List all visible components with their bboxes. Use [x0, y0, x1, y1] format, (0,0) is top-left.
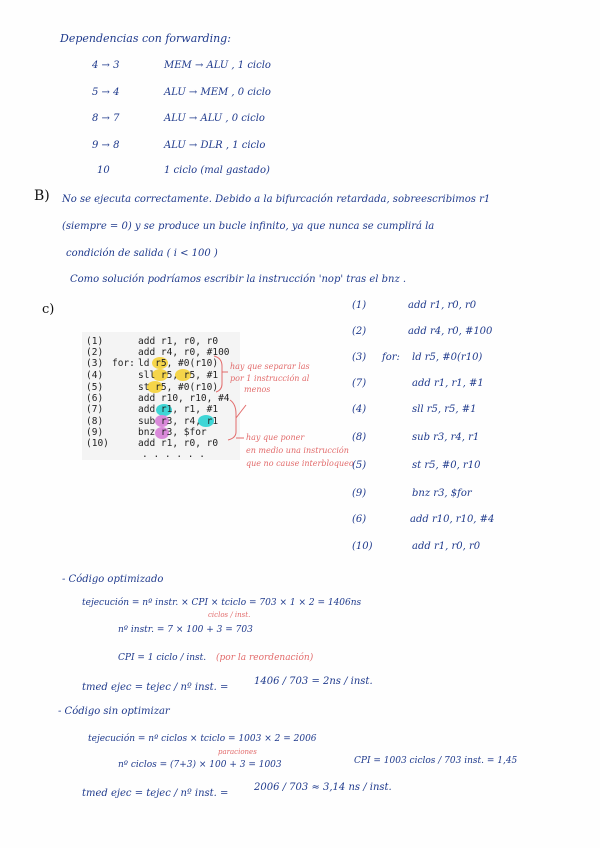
- bracket-r5: [214, 356, 222, 392]
- dep-pair: 9 → 8: [92, 140, 120, 151]
- dep-desc: MEM → ALU , 1 ciclo: [164, 60, 271, 71]
- reorder-text: sll r5, r5, #1: [412, 404, 477, 415]
- noopt-line-3b: 2006 / 703 ≈ 3,14 ns / inst.: [254, 782, 392, 793]
- reorder-label: for:: [382, 352, 400, 363]
- reorder-num: (6): [352, 514, 367, 525]
- noopt-line-1: tejecución = nº ciclos × tciclo = 1003 × 2 = 2006: [88, 734, 317, 744]
- code-line-num: (9): [86, 427, 104, 438]
- code-line-num: (7): [86, 404, 104, 415]
- code-line-text: add r4, r0, #100: [138, 347, 230, 358]
- note-nop-3: que no cause interbloqueo: [246, 459, 354, 468]
- code-line-text: ld r5, #0(r10): [138, 358, 219, 369]
- opt-line-4a: tmed ejec = tejec / nº inst. =: [82, 682, 229, 693]
- code-ellipsis: . . . . . .: [142, 449, 205, 460]
- reorder-num: (2): [352, 326, 367, 337]
- reorder-num: (3): [352, 352, 367, 363]
- noopt-line-3a: tmed ejec = tejec / nº inst. =: [82, 788, 229, 799]
- code-line-num: (2): [86, 347, 104, 358]
- code-line-text: sub r3, r4, r1: [138, 416, 219, 427]
- code-line-text: st r5, #0(r10): [138, 382, 219, 393]
- noopt-line-2: nº ciclos = (7+3) × 100 + 3 = 1003: [118, 760, 282, 770]
- code-line-num: (4): [86, 370, 104, 381]
- opt-title: - Código optimizado: [62, 574, 164, 585]
- b-line-1: No se ejecuta correctamente. Debido a la bifurcación retardada, sobreescribimos r1: [62, 194, 491, 205]
- code-line-num: (8): [86, 416, 104, 427]
- code-line-num: (10): [86, 438, 109, 449]
- dep-desc: ALU → ALU , 0 ciclo: [164, 113, 265, 124]
- dep-pair: 8 → 7: [92, 113, 120, 124]
- noopt-title: - Código sin optimizar: [58, 706, 170, 717]
- dep-desc: ALU → MEM , 0 ciclo: [164, 87, 271, 98]
- noopt-cpi: CPI = 1003 ciclos / 703 inst. = 1,45: [354, 756, 518, 766]
- section-c-marker: c): [42, 302, 55, 317]
- code-line-text: add r1, r1, #1: [138, 404, 219, 415]
- reorder-text: add r4, r0, #100: [408, 326, 493, 337]
- reorder-text: bnz r3, $for: [412, 488, 472, 499]
- noopt-line-2-note: paraciones: [218, 748, 257, 756]
- code-line-text: add r1, r0, r0: [138, 336, 219, 347]
- reorder-text: add r1, r1, #1: [412, 378, 484, 389]
- reorder-text: add r1, r0, r0: [412, 541, 481, 552]
- code-line-num: (1): [86, 336, 104, 347]
- dep-pair: 5 → 4: [92, 87, 120, 98]
- reorder-num: (9): [352, 488, 367, 499]
- opt-line-3: CPI = 1 ciclo / inst.: [118, 653, 207, 663]
- dep-desc: 1 ciclo (mal gastado): [164, 165, 270, 176]
- reorder-num: (8): [352, 432, 367, 443]
- deps-title: Dependencias con forwarding:: [60, 32, 231, 45]
- b-line-2: (siempre = 0) y se produce un bucle infinito, ya que nunca se cumplirá la: [62, 221, 435, 232]
- reorder-num: (5): [352, 460, 367, 471]
- code-line-text: sll r5, r5, #1: [138, 370, 219, 381]
- code-line-num: (3): [86, 358, 104, 369]
- reorder-num: (1): [352, 300, 367, 311]
- section-b-marker: B): [34, 188, 50, 204]
- note-nop-1: hay que poner: [246, 433, 305, 442]
- b-line-3: condición de salida ( i < 100 ): [66, 248, 218, 259]
- reorder-num: (4): [352, 404, 367, 415]
- dep-pair: 10: [97, 165, 110, 176]
- reorder-text: add r10, r10, #4: [410, 514, 495, 525]
- dep-pair: 4 → 3: [92, 60, 120, 71]
- code-line-num: (5): [86, 382, 104, 393]
- note-separate-3: menos: [244, 385, 271, 394]
- opt-line-1-note: ciclos / inst.: [208, 611, 251, 619]
- reorder-text: ld r5, #0(r10): [412, 352, 483, 363]
- code-line-text: add r1, r0, r0: [138, 438, 219, 449]
- bracket-r1: [228, 400, 236, 440]
- b-line-4: Como solución podríamos escribir la instrucción 'nop' tras el bnz .: [70, 274, 407, 285]
- reorder-num: (7): [352, 378, 367, 389]
- reorder-text: sub r3, r4, r1: [412, 432, 480, 443]
- code-line-text: add r10, r10, #4: [138, 393, 230, 404]
- reorder-num: (10): [352, 541, 373, 552]
- opt-line-2: nº instr. = 7 × 100 + 3 = 703: [118, 625, 253, 635]
- opt-line-3-note: (por la reordenación): [216, 653, 314, 663]
- code-line-label: for:: [112, 358, 135, 369]
- reorder-text: add r1, r0, r0: [408, 300, 477, 311]
- reorder-text: st r5, #0, r10: [412, 460, 481, 471]
- opt-line-4b: 1406 / 703 = 2ns / inst.: [254, 676, 373, 687]
- arrow-r1: [236, 405, 246, 418]
- opt-line-1: tejecución = nº instr. × CPI × tciclo = 703 × 1 × 2 = 1406ns: [82, 598, 362, 608]
- code-line-text: bnz r3, $for: [138, 427, 207, 438]
- dep-desc: ALU → DLR , 1 ciclo: [164, 140, 266, 151]
- code-line-num: (6): [86, 393, 104, 404]
- note-nop-2: en medio una instrucción: [246, 446, 349, 455]
- note-separate-2: por 1 instrucción al: [230, 374, 310, 383]
- note-separate-1: hay que separar las: [230, 362, 310, 371]
